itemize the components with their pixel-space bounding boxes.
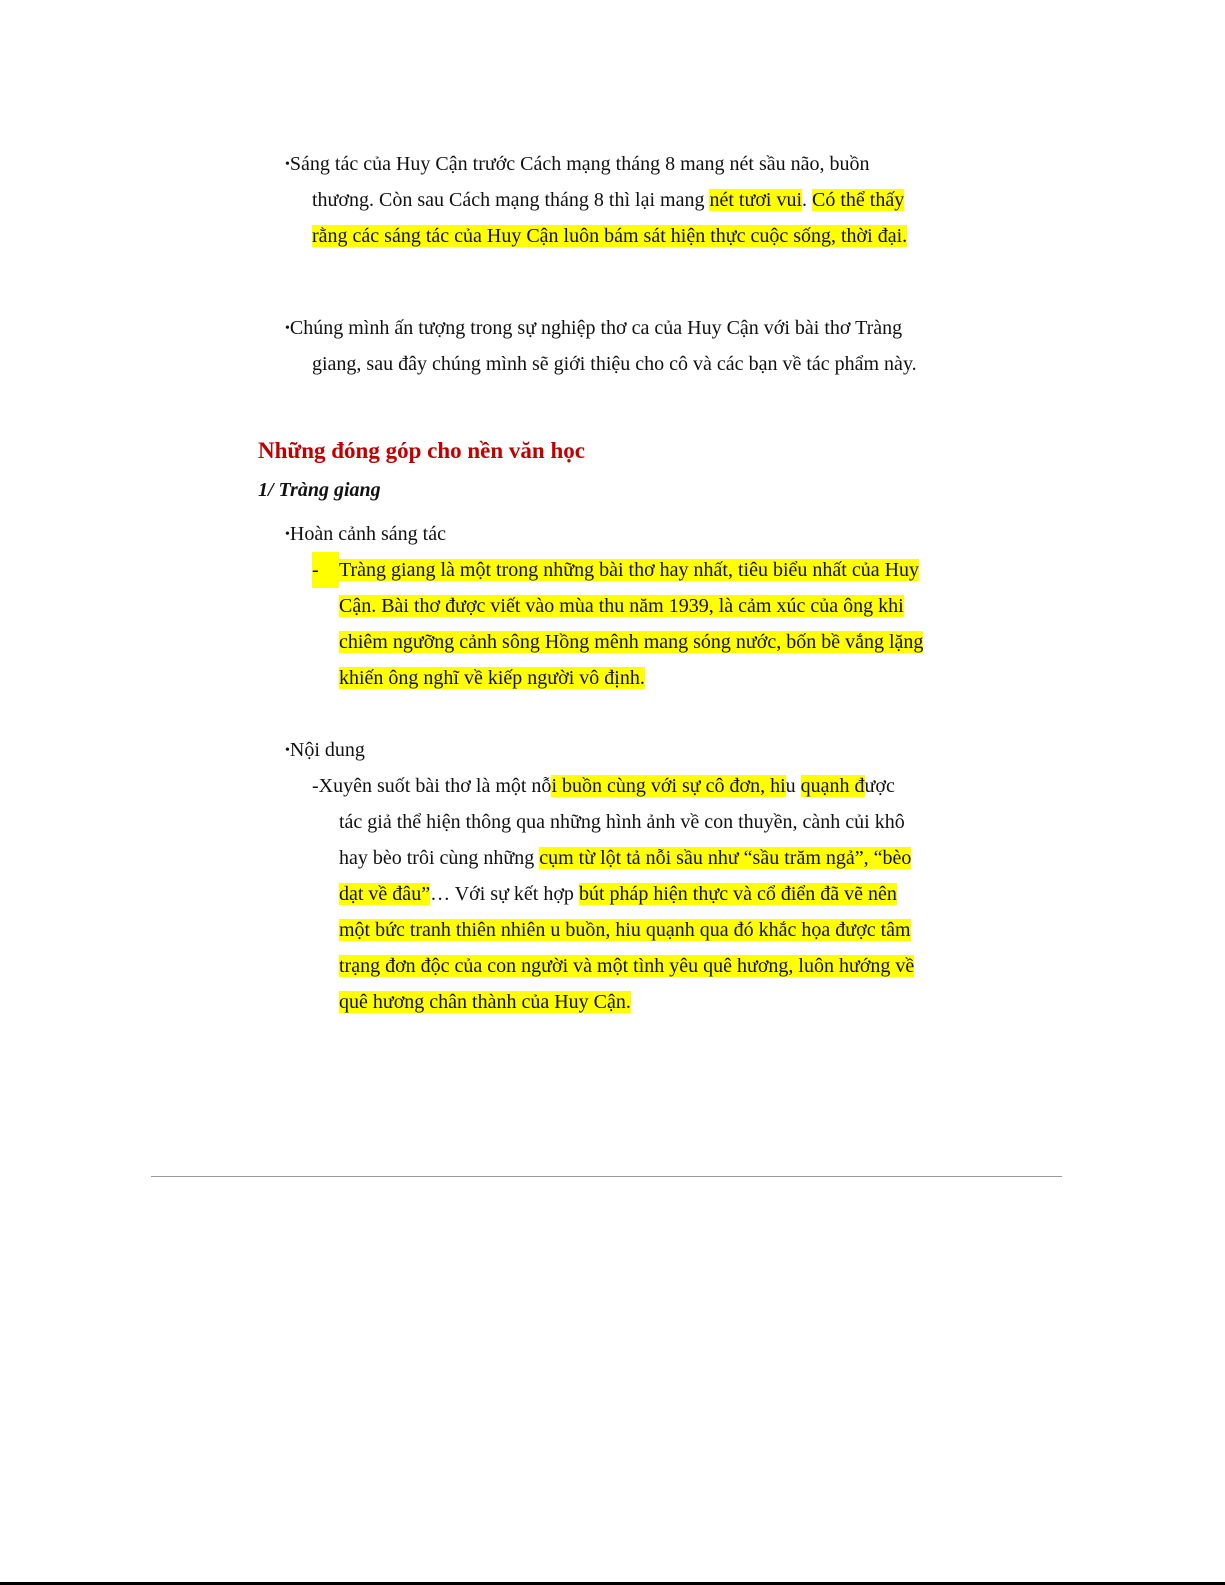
highlighted-text: chiêm ngưỡng cảnh sông Hồng mênh mang sóng nước, bốn bề vắng lặng: [339, 631, 924, 653]
text-run: thương. Còn sau Cách mạng tháng 8 thì lại mang: [312, 189, 710, 211]
context-list: [312, 552, 923, 696]
text-line: [285, 732, 365, 768]
dash-marker: -: [312, 552, 339, 588]
highlighted-text: i buồn cùng với sự cô đơn, hi: [551, 775, 786, 797]
text-line: [312, 768, 914, 804]
paragraph-introduction: [285, 310, 917, 382]
highlighted-text: quê hương chân thành của Huy Cận.: [339, 991, 631, 1013]
highlighted-text: dạt về đâu”: [339, 883, 431, 905]
highlighted-text: nét tươi vui: [709, 189, 803, 211]
highlighted-text: Cận. Bài thơ được viết vào mùa thu năm 1939, là cảm xúc của ông khi: [339, 595, 904, 617]
text-run: u: [785, 775, 801, 797]
text-line: [285, 182, 907, 218]
highlighted-text: quạnh đ: [800, 775, 865, 797]
text-run: Nội dung: [289, 739, 365, 761]
sub-heading: 1/ Tràng giang: [258, 479, 381, 501]
bullet-context: [285, 516, 446, 552]
text-run: hay bèo trôi cùng những: [339, 847, 540, 869]
bullet-icon: •: [285, 157, 290, 172]
text-line: [285, 310, 917, 346]
text-line: [285, 218, 907, 254]
bullet-content: [285, 732, 365, 768]
bullet-icon: •: [285, 527, 290, 542]
text-run: ược: [864, 775, 895, 797]
text-line: [312, 912, 914, 948]
highlighted-text: Có thể thấy: [812, 189, 905, 211]
text-line: [312, 840, 914, 876]
highlighted-text: trạng đơn độc của con người và một tình yêu quê hương, luôn hướng về: [339, 955, 915, 977]
bullet-icon: •: [285, 743, 290, 758]
text-line: [312, 876, 914, 912]
highlighted-text: bút pháp hiện thực và cổ điển đã vẽ nên: [578, 883, 897, 905]
highlighted-text: Tràng giang là một trong những bài thơ hay nhất, tiêu biểu nhất của Huy: [339, 559, 920, 581]
content-list: [312, 768, 914, 1020]
text-run: Sáng tác của Huy Cận trước Cách mạng tháng 8 mang nét sầu não, buồn: [289, 153, 870, 175]
text-line: [312, 588, 923, 624]
text-run: … Với sự kết hợp: [430, 883, 579, 905]
text-run: Hoàn cảnh sáng tác: [289, 523, 446, 545]
text-run: -Xuyên suốt bài thơ là một nỗ: [312, 775, 552, 797]
text-line: [312, 624, 923, 660]
page-divider: [151, 1176, 1062, 1177]
text-line: [312, 804, 914, 840]
text-run: .: [802, 189, 813, 211]
text-line: [312, 552, 923, 588]
text-line: [285, 146, 907, 182]
highlighted-text: cụm từ lột tả nỗi sầu như “sầu trăm ngả”, “bèo: [539, 847, 912, 869]
text-line: [312, 984, 914, 1020]
text-line: [312, 660, 923, 696]
text-line: [285, 516, 446, 552]
text-run: tác giả thể hiện thông qua những hình ảnh về con thuyền, cành củi khô: [339, 811, 905, 833]
paragraph-huy-can-style: [285, 146, 907, 254]
bullet-icon: •: [285, 321, 290, 336]
text-run: giang, sau đây chúng mình sẽ giới thiệu cho cô và các bạn về tác phẩm này.: [312, 353, 917, 375]
text-line: [312, 948, 914, 984]
highlighted-text: một bức tranh thiên nhiên u buồn, hiu quạnh qua đó khắc họa được tâm: [339, 919, 911, 941]
highlighted-text: rằng các sáng tác của Huy Cận luôn bám sát hiện thực cuộc sống, thời đại.: [312, 225, 908, 247]
text-run: Chúng mình ấn tượng trong sự nghiệp thơ ca của Huy Cận với bài thơ Tràng: [289, 317, 903, 339]
section-heading: Những đóng góp cho nền văn học: [258, 438, 585, 463]
text-line: [285, 346, 917, 382]
highlighted-text: khiến ông nghĩ về kiếp người vô định.: [339, 667, 645, 689]
